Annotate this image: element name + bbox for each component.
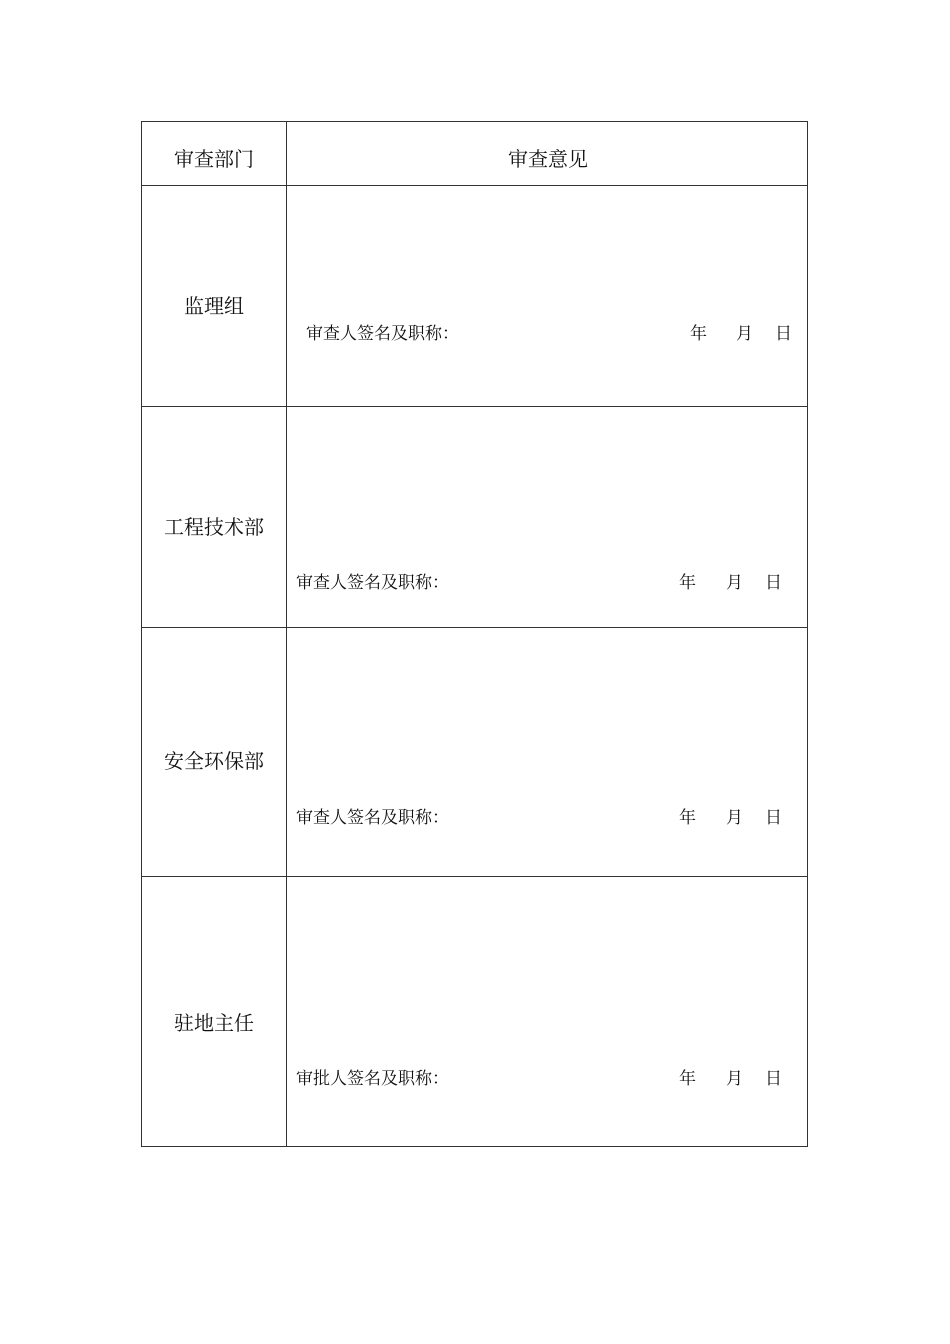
date-year: 年 xyxy=(679,808,696,828)
review-table xyxy=(141,121,808,1147)
date-day: 日 xyxy=(775,324,792,344)
date-month: 月 xyxy=(726,808,743,828)
date-year: 年 xyxy=(679,1069,696,1089)
signature-label: 审查人签名及职称： xyxy=(296,573,449,593)
date-day: 日 xyxy=(765,808,782,828)
date-month: 月 xyxy=(736,324,753,344)
date-day: 日 xyxy=(765,1069,782,1089)
date-month: 月 xyxy=(726,573,743,593)
signature-label: 审查人签名及职称： xyxy=(306,324,459,344)
header-dept-label: 审查部门 xyxy=(174,147,254,171)
header-opinion-label: 审查意见 xyxy=(508,147,588,171)
row-divider xyxy=(142,627,807,628)
dept-name: 工程技术部 xyxy=(164,515,264,539)
dept-name: 驻地主任 xyxy=(174,1011,254,1035)
dept-name: 监理组 xyxy=(184,294,244,318)
date-year: 年 xyxy=(690,324,707,344)
date-month: 月 xyxy=(726,1069,743,1089)
row-divider xyxy=(142,185,807,186)
row-divider xyxy=(142,406,807,407)
row-divider xyxy=(142,876,807,877)
column-divider xyxy=(286,122,287,1146)
dept-name: 安全环保部 xyxy=(164,749,264,773)
date-year: 年 xyxy=(679,573,696,593)
signature-label: 审查人签名及职称： xyxy=(296,808,449,828)
date-day: 日 xyxy=(765,573,782,593)
signature-label: 审批人签名及职称： xyxy=(296,1069,449,1089)
